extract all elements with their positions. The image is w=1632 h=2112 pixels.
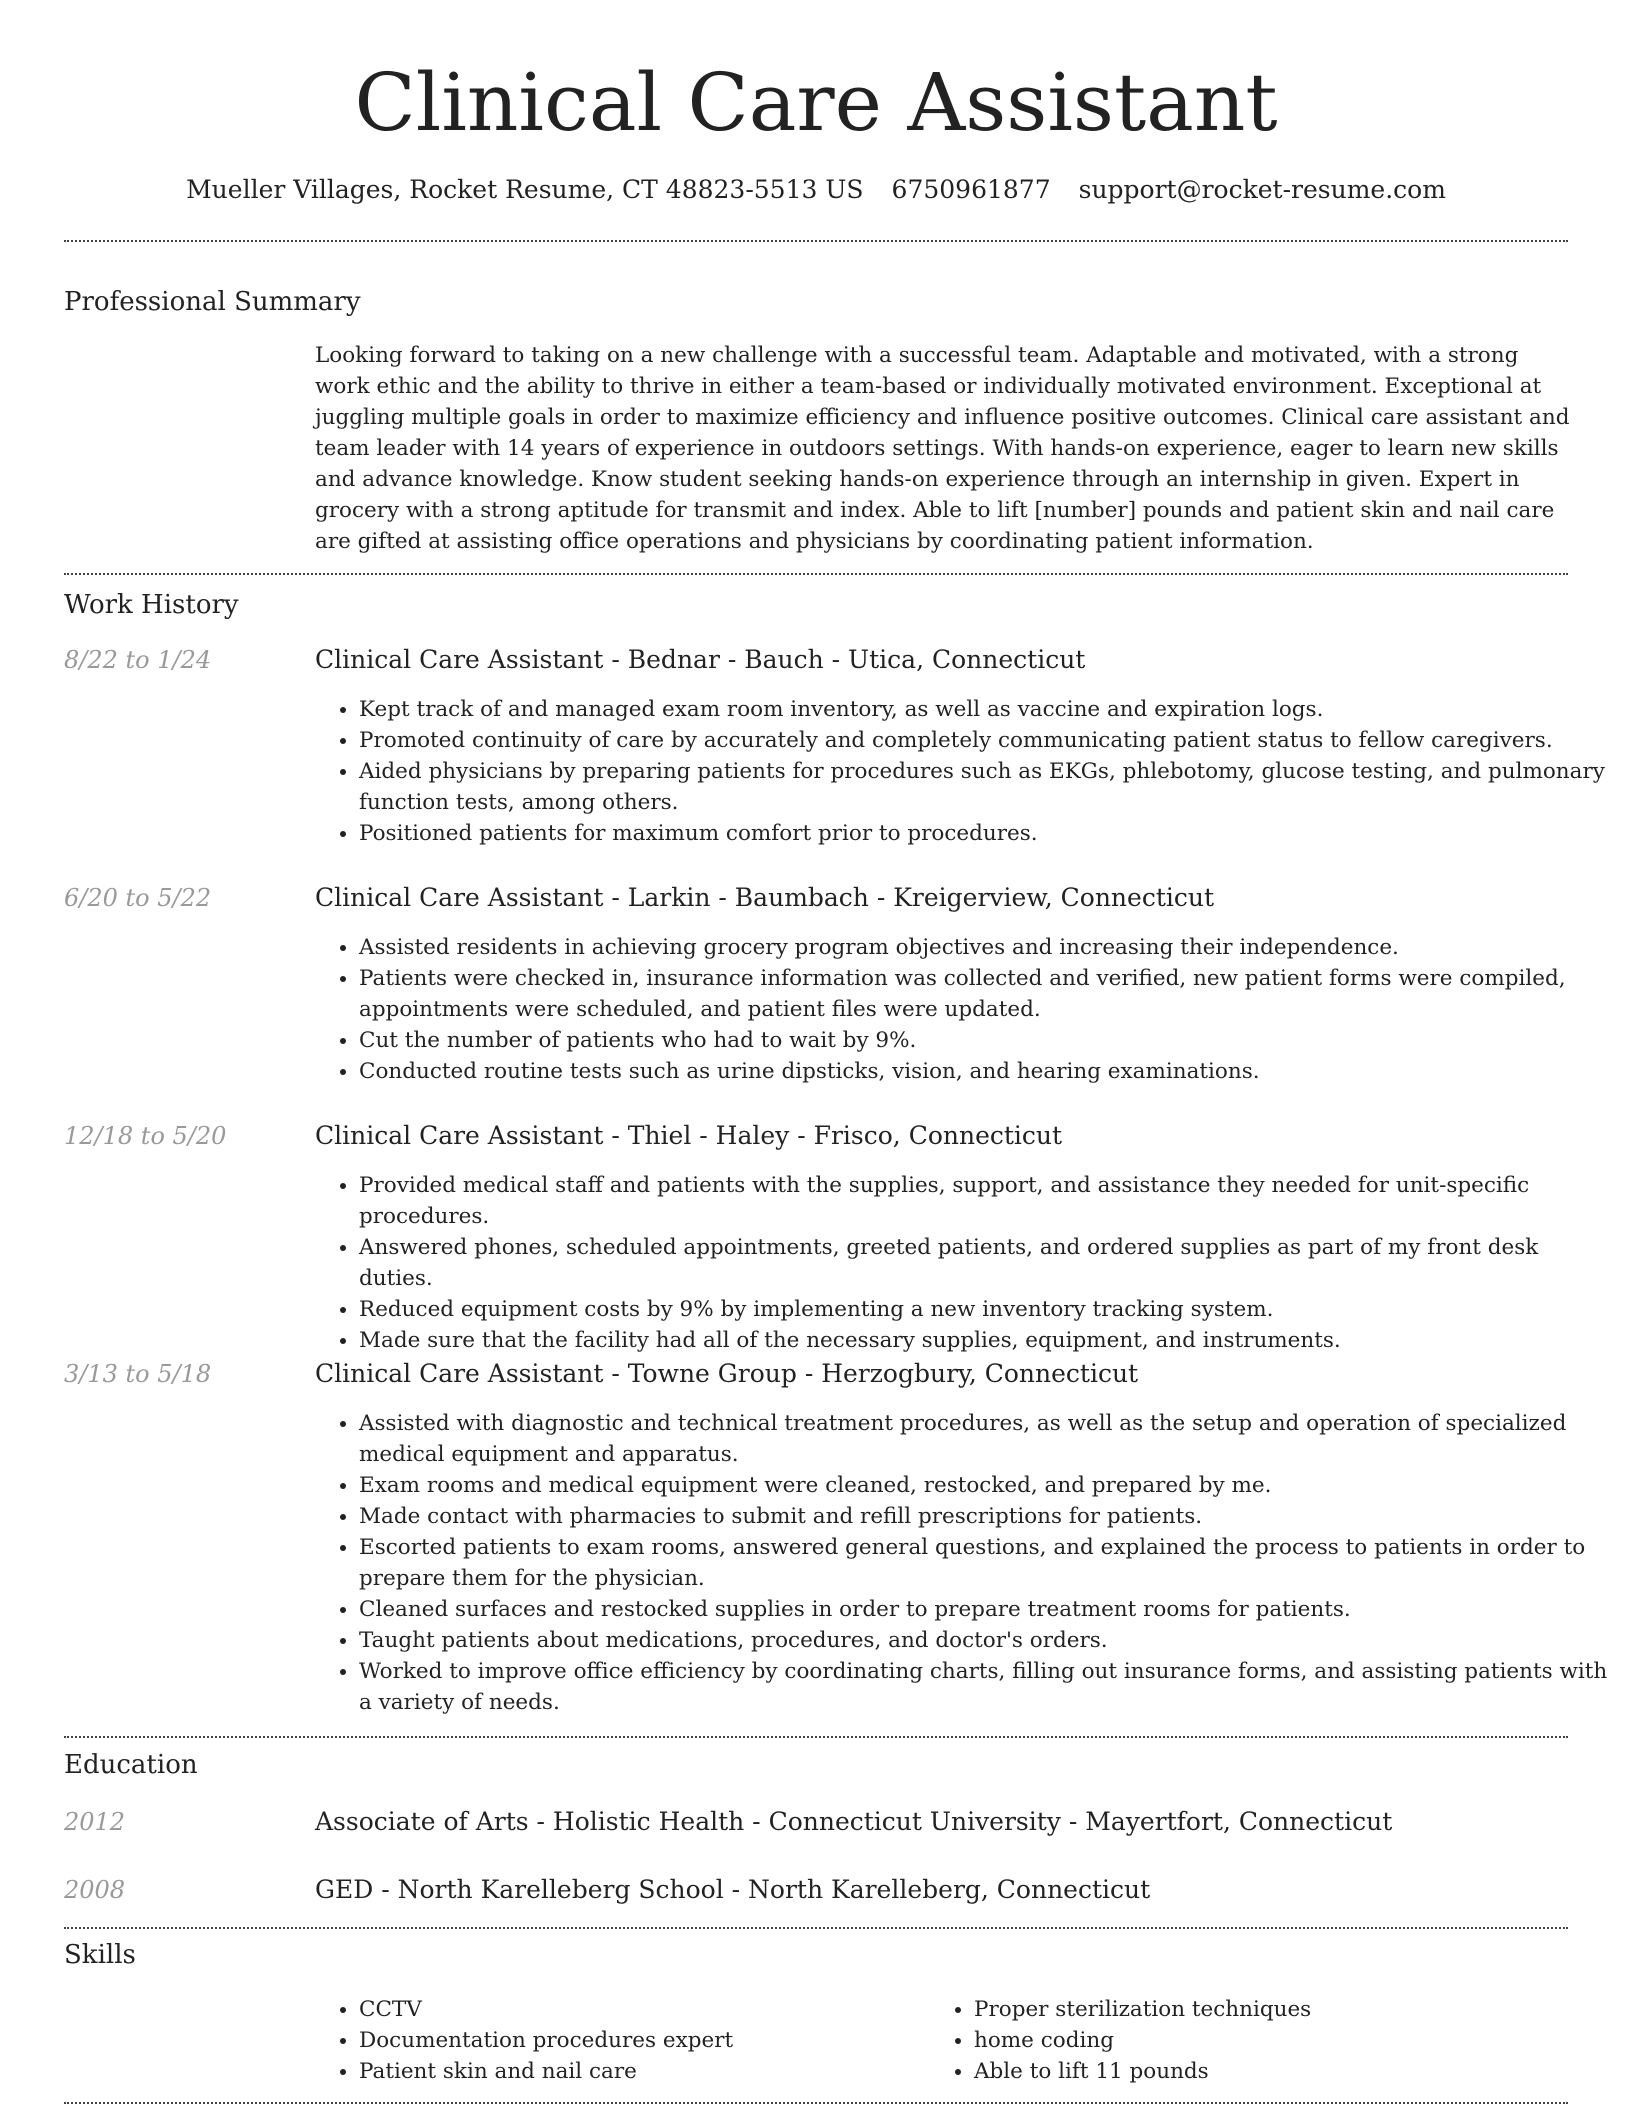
skill-item: • CCTV	[359, 1994, 1615, 2025]
job-duty: • Provided medical staff and patients with the supplies, support, and assistance they needed for unit-specific procedures.	[359, 1170, 1615, 1232]
job-duty: • Assisted with diagnostic and technical treatment procedures, as well as the setup and operation of specialized medical equipment and apparatus.	[359, 1408, 1615, 1470]
job-duty: • Positioned patients for maximum comfort prior to procedures.	[359, 818, 1615, 849]
job-duty: • Exam rooms and medical equipment were cleaned, restocked, and prepared by me.	[359, 1470, 1615, 1501]
job-duty: • Conducted routine tests such as urine dipsticks, vision, and hearing examinations.	[359, 1056, 1615, 1087]
resume-name: Clinical Care Assistant	[354, 56, 1278, 149]
job-duties-list	[315, 932, 1615, 1087]
job-duties-list	[315, 694, 1615, 849]
divider-education	[64, 1927, 1568, 1929]
job-duty: • Cut the number of patients who had to wait by 9%.	[359, 1025, 1615, 1056]
divider-header	[64, 240, 1568, 242]
job-dates: 3/13 to 5/18	[64, 1360, 212, 1388]
job-duty: • Answered phones, scheduled appointments, greeted patients, and ordered supplies as part of my front desk duties.	[359, 1232, 1615, 1294]
job-duty: • Made sure that the facility had all of the necessary supplies, equipment, and instruments.	[359, 1325, 1615, 1356]
divider-skills	[64, 2102, 1568, 2104]
contact-address: Mueller Villages, Rocket Resume, CT 48823-5513 US	[186, 175, 864, 204]
job-duties-list	[315, 1408, 1615, 1718]
education-year: 2012	[64, 1808, 126, 1836]
job-title: Clinical Care Assistant - Towne Group - Herzogbury, Connecticut	[315, 1359, 1139, 1388]
job-title: Clinical Care Assistant - Larkin - Baumbach - Kreigerview, Connecticut	[315, 883, 1215, 912]
job-duty: • Worked to improve office efficiency by coordinating charts, filling out insurance forms, and assisting patients with a variety of needs.	[359, 1656, 1615, 1718]
contact-phone: 6750961877	[891, 175, 1051, 204]
job-title: Clinical Care Assistant - Bednar - Bauch - Utica, Connecticut	[315, 645, 1086, 674]
skill-item: • Proper sterilization techniques	[974, 1994, 1632, 2025]
job-duty: • Reduced equipment costs by 9% by implementing a new inventory tracking system.	[359, 1294, 1615, 1325]
divider-summary	[64, 573, 1568, 575]
job-duty: • Taught patients about medications, procedures, and doctor's orders.	[359, 1625, 1615, 1656]
job-duty: • Kept track of and managed exam room inventory, as well as vaccine and expiration logs.	[359, 694, 1615, 725]
contact-email[interactable]: support@rocket-resume.com	[1078, 175, 1446, 204]
job-duty: • Escorted patients to exam rooms, answered general questions, and explained the process to patients in order to prepare them for the physician.	[359, 1532, 1615, 1594]
job-duties-list	[315, 1170, 1615, 1356]
job-duty: • Patients were checked in, insurance information was collected and verified, new patient forms were compiled, appointments were scheduled, and patient files were updated.	[359, 963, 1615, 1025]
job-title: Clinical Care Assistant - Thiel - Haley - Frisco, Connecticut	[315, 1121, 1063, 1150]
job-duty: • Assisted residents in achieving grocery program objectives and increasing their independence.	[359, 932, 1615, 963]
education-year: 2008	[64, 1876, 126, 1904]
contact-line	[0, 170, 1632, 210]
section-title-work-history: Work History	[64, 590, 239, 620]
job-dates: 6/20 to 5/22	[64, 884, 212, 912]
skill-item: • Documentation procedures expert	[359, 2025, 1615, 2056]
skill-item: • home coding	[974, 2025, 1632, 2056]
job-dates: 12/18 to 5/20	[64, 1122, 227, 1150]
job-duty: • Promoted continuity of care by accurately and completely communicating patient status to fellow caregivers.	[359, 725, 1615, 756]
skill-item: • Able to lift 11 pounds	[974, 2056, 1632, 2087]
skill-item: • Patient skin and nail care	[359, 2056, 1615, 2087]
job-duty: • Made contact with pharmacies to submit and refill prescriptions for patients.	[359, 1501, 1615, 1532]
job-duty: • Cleaned surfaces and restocked supplies in order to prepare treatment rooms for patients.	[359, 1594, 1615, 1625]
education-degree: GED - North Karelleberg School - North Karelleberg, Connecticut	[315, 1875, 1151, 1904]
divider-work-history	[64, 1736, 1568, 1738]
section-title-education: Education	[64, 1750, 198, 1780]
job-dates: 8/22 to 1/24	[64, 646, 212, 674]
section-title-summary: Professional Summary	[64, 287, 361, 317]
section-title-skills: Skills	[64, 1940, 136, 1970]
job-duty: • Aided physicians by preparing patients for procedures such as EKGs, phlebotomy, glucose testing, and pulmonary function tests, among others.	[359, 756, 1615, 818]
education-degree: Associate of Arts - Holistic Health - Connecticut University - Mayertfort, Connecticut	[315, 1807, 1393, 1836]
skills-list-right	[930, 1994, 1632, 2087]
summary-text: Looking forward to taking on a new challenge with a successful team. Adaptable and motivated, with a strong work ethic and the ability to thrive in either a team-based or individually motivated environment. Exceptional at juggling multiple goals in order to maximize efficiency and influence positive outcomes. Clinical care assistant and team leader with 14 years of experience in outdoors settings. With hands-on experience, eager to learn new skills and advance knowledge. Know student seeking hands-on experience through an internship in given. Expert in grocery with a strong aptitude for transmit and index. Able to lift [number] pounds and patient skin and nail care are gifted at assisting office operations and physicians by coordinating patient information.	[315, 343, 1570, 554]
